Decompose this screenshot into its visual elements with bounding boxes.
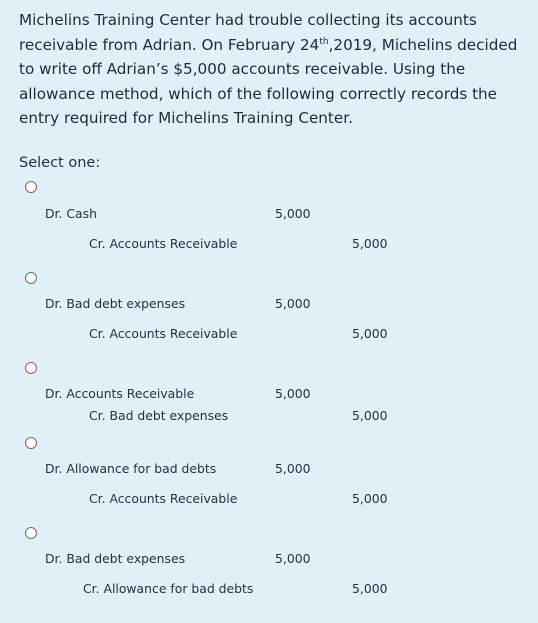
option-1-radio[interactable] bbox=[25, 181, 37, 193]
select-one-label: Select one: bbox=[19, 155, 101, 171]
option-4-credit-account: Cr. Accounts Receivable bbox=[89, 491, 238, 506]
option-3-debit-amount: 5,000 bbox=[275, 386, 311, 401]
option-2-debit-account: Dr. Bad debt expenses bbox=[45, 296, 186, 311]
option-5-debit-account: Dr. Bad debt expenses bbox=[45, 551, 186, 566]
option-3-debit-account: Dr. Accounts Receivable bbox=[45, 386, 195, 401]
option-5-radio[interactable] bbox=[25, 527, 37, 539]
option-4-radio[interactable] bbox=[25, 437, 37, 449]
option-1-credit-account: Cr. Accounts Receivable bbox=[89, 236, 238, 251]
option-5-credit-account: Cr. Allowance for bad debts bbox=[83, 581, 254, 596]
option-3-credit-account: Cr. Bad debt expenses bbox=[89, 408, 229, 423]
option-1-debit-amount: 5,000 bbox=[275, 206, 311, 221]
question-text-part2: ,2019, Michelins decided to write off Adrian’s $5,000 accounts receivable. Using the allowance method, which of the following correctly records the entry required for Michelins Training Center. bbox=[19, 35, 518, 127]
option-4-debit-account: Dr. Allowance for bad debts bbox=[45, 461, 217, 476]
question-superscript: th bbox=[319, 36, 329, 47]
option-2-debit-amount: 5,000 bbox=[275, 296, 311, 311]
option-5-debit-amount: 5,000 bbox=[275, 551, 311, 566]
option-4-credit-amount: 5,000 bbox=[352, 491, 388, 506]
option-2-credit-account: Cr. Accounts Receivable bbox=[89, 326, 238, 341]
option-2-credit-amount: 5,000 bbox=[352, 326, 388, 341]
option-3-radio[interactable] bbox=[25, 362, 37, 374]
question-text-part1: Michelins Training Center had trouble collecting its accounts receivable from Adrian. On February 24 bbox=[19, 11, 477, 54]
option-4-debit-amount: 5,000 bbox=[275, 461, 311, 476]
option-1-credit-amount: 5,000 bbox=[352, 236, 388, 251]
option-2-radio[interactable] bbox=[25, 272, 37, 284]
question-text bbox=[19, 8, 524, 131]
option-1-debit-account: Dr. Cash bbox=[45, 206, 97, 221]
option-3-credit-amount: 5,000 bbox=[352, 408, 388, 423]
option-5-credit-amount: 5,000 bbox=[352, 581, 388, 596]
